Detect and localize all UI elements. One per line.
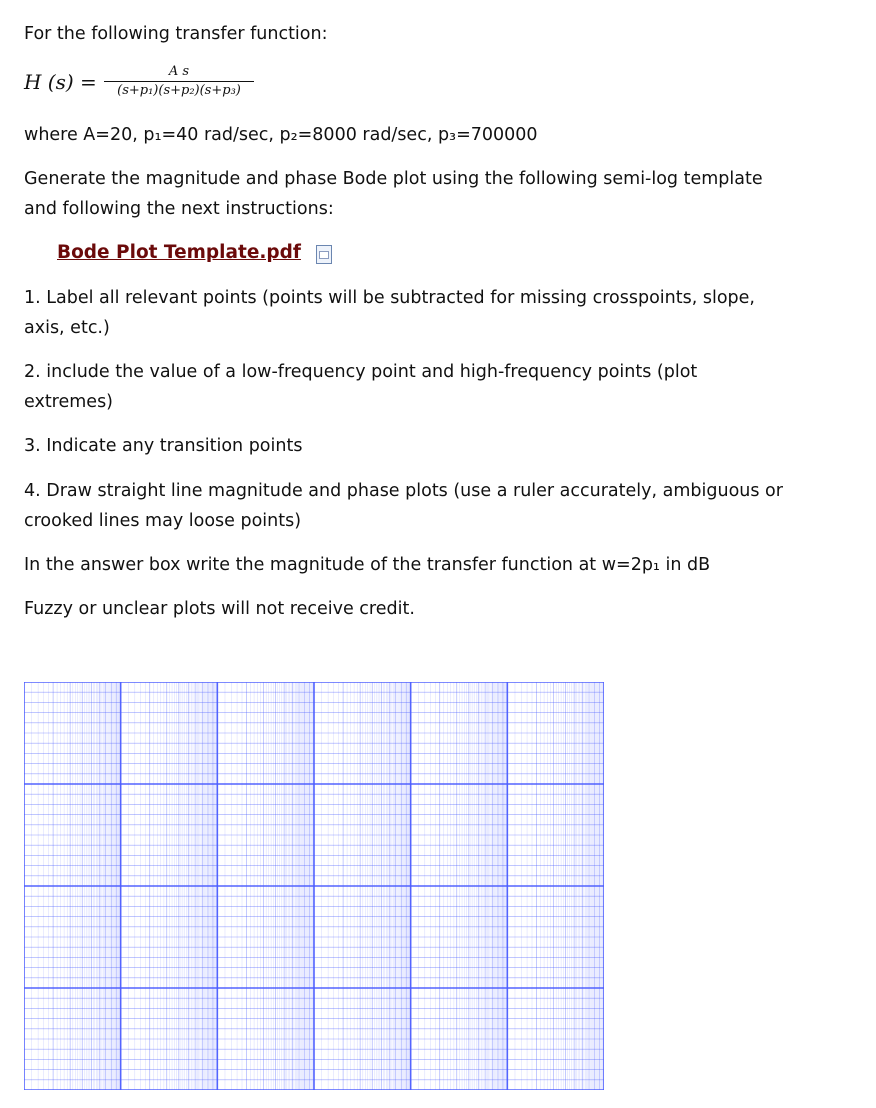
intro-text: For the following transfer function:: [24, 24, 328, 44]
answer-note: In the answer box write the magnitude of the transfer function at w=2p₁ in dB: [24, 555, 711, 575]
list-item-2-line-1: 2. include the value of a low-frequency point and high-frequency points (plot: [24, 362, 698, 382]
fraction-bar: [104, 81, 254, 82]
equation-lhs: H (s) =: [24, 70, 97, 94]
list-item-1-line-2: axis, etc.): [24, 318, 110, 338]
list-item-1-line-1: 1. Label all relevant points (points will be subtracted for missing crosspoints, slope,: [24, 288, 755, 308]
equation-fraction: [104, 64, 254, 99]
equation-numerator: A s: [168, 64, 190, 79]
list-item-2-line-2: extremes): [24, 392, 114, 412]
transfer-function-equation: [24, 64, 264, 110]
instruction-line-1: Generate the magnitude and phase Bode plot using the following semi-log template: [24, 169, 763, 189]
bode-template-link[interactable]: Bode Plot Template.pdf: [57, 242, 301, 263]
instruction-line-2: and following the next instructions:: [24, 199, 334, 219]
equation-denominator: (s+p₁)(s+p₂)(s+p₃): [117, 83, 241, 98]
fuzzy-note: Fuzzy or unclear plots will not receive credit.: [24, 599, 415, 619]
parameters-text: where A=20, p₁=40 rad/sec, p₂=8000 rad/sec, p₃=700000: [24, 125, 538, 145]
list-item-4-line-2: crooked lines may loose points): [24, 511, 302, 531]
list-item-3: 3. Indicate any transition points: [24, 436, 303, 456]
semilog-grid-template: [24, 682, 604, 1090]
list-item-4-line-1: 4. Draw straight line magnitude and phase plots (use a ruler accurately, ambiguous or: [24, 481, 783, 501]
pdf-file-icon[interactable]: [316, 245, 332, 264]
